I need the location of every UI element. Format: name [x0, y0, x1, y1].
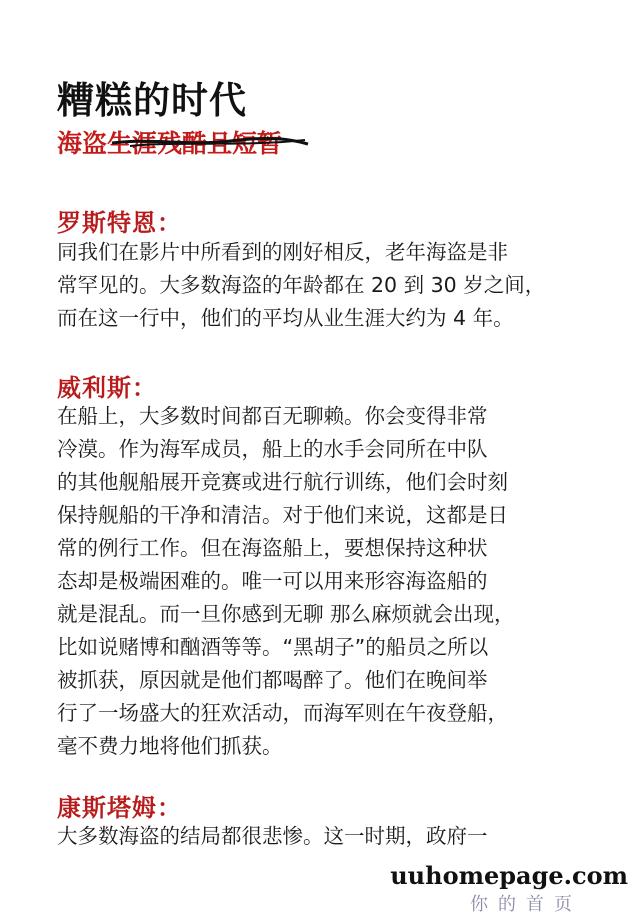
paragraph-konstam: [57, 820, 597, 853]
text-line: 毫不费力地将他们抓获。: [57, 734, 283, 758]
paragraph-willis: [57, 400, 597, 763]
text-line: 保持舰船的干净和清洁。对于他们来说，这都是日: [57, 503, 508, 527]
text-line: 被抓获，原因就是他们都喝醉了。他们在晚间举: [57, 668, 488, 692]
speaker-konstam: 康斯塔姆：: [57, 794, 182, 822]
text-line: 的其他舰船展开竞赛或进行航行训练，他们会时刻: [57, 470, 508, 494]
scribble-strikethrough: [110, 135, 310, 149]
text-line: 态却是极端困难的。唯一可以用来形容海盗船的: [57, 569, 488, 593]
text-line: 行了一场盛大的狂欢活动，而海军则在午夜登船，: [57, 701, 508, 725]
page-subtitle: 海盗生涯残酷且短暂: [57, 129, 283, 158]
text-line: 常罕见的。大多数海盗的年龄都在 20 到 30 岁之间，: [57, 273, 546, 297]
watermark-home: 你的首页: [470, 894, 582, 915]
page-title: 糟糕的时代: [57, 79, 247, 122]
text-line: 在船上，大多数时间都百无聊赖。你会变得非常: [57, 404, 488, 428]
paragraph-rostern: [57, 236, 597, 335]
speaker-rostern: 罗斯特恩：: [57, 209, 182, 237]
text-line: 而在这一行中，他们的平均从业生涯大约为 4 年。: [57, 306, 514, 330]
text-line: 就是混乱。而一旦你感到无聊 那么麻烦就会出现，: [57, 602, 515, 626]
text-line: 大多数海盗的结局都很悲惨。这一时期，政府一: [57, 824, 488, 848]
text-line: 同我们在影片中所看到的刚好相反，老年海盗是非: [57, 240, 508, 264]
watermark-site: uuhomepage.com: [390, 861, 628, 890]
speaker-willis: 威利斯：: [57, 374, 157, 402]
text-line: 比如说赌博和酗酒等等。“黑胡子”的船员之所以: [57, 635, 489, 659]
text-line: 冷漠。作为海军成员，船上的水手会同所在中队: [57, 437, 488, 461]
text-line: 常的例行工作。但在海盗船上，要想保持这种状: [57, 536, 488, 560]
